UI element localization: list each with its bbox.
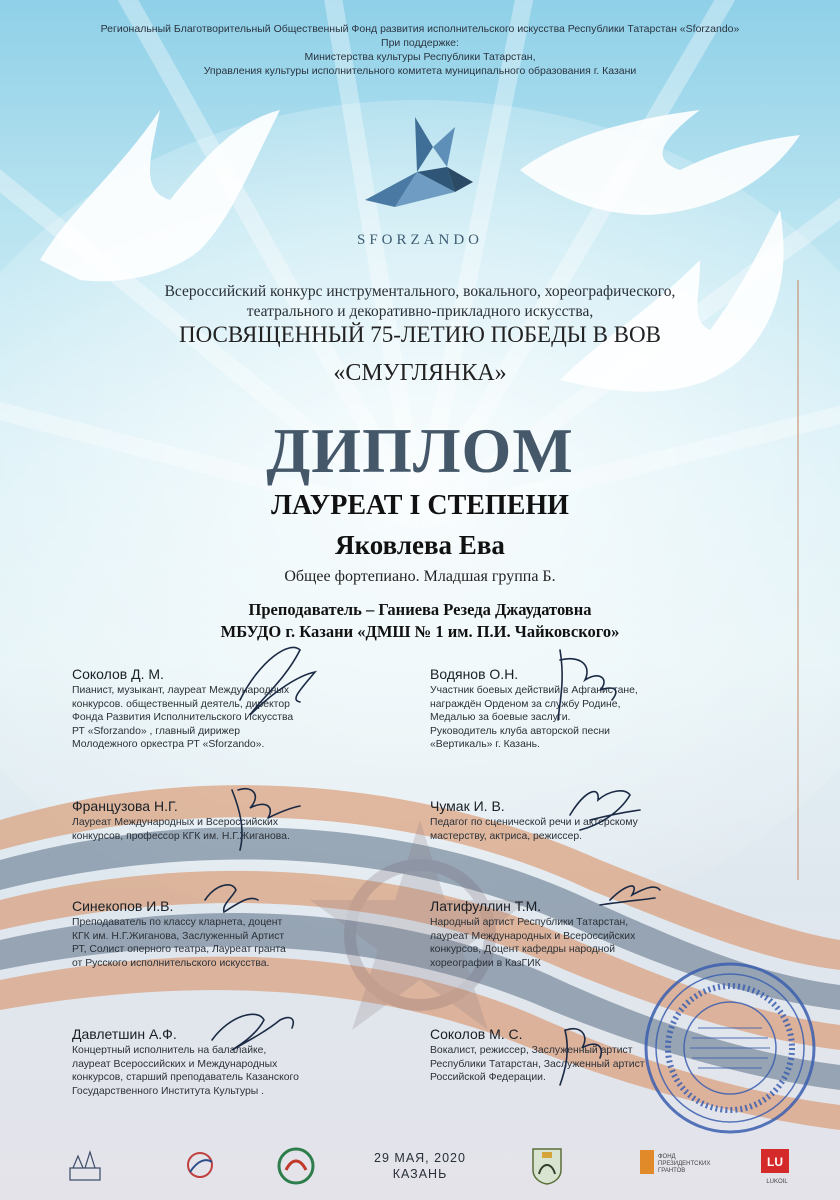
- jury-desc-line: Руководитель клуба авторской песни: [430, 725, 610, 737]
- jury-desc-line: Фонда Развития Исполнительского Искусства: [72, 712, 294, 723]
- jury-name: Давлетшин А.Ф.: [72, 1026, 177, 1042]
- signature-frantsuzova: [232, 789, 300, 850]
- issue-date: 29 МАЯ, 2020: [374, 1151, 466, 1165]
- jury-desc-line: Педагог по сценической речи и актерскому: [430, 817, 638, 828]
- teacher: Преподаватель – Ганиева Резеда Джаудатовна: [248, 600, 592, 619]
- signature-sinekopov: [205, 885, 258, 912]
- jury-desc-line: Лауреат Международных и Всероссийских: [72, 817, 279, 828]
- lukoil-icon: [760, 1148, 790, 1174]
- jury-desc-line: КГК им. Н.Г.Жиганова, Заслуженный Артист: [72, 930, 285, 942]
- jury-desc-line: Вокалист, режиссер, Заслуженный артист: [430, 1045, 633, 1056]
- jury-desc-line: хореографии в КазГИК: [430, 957, 541, 969]
- award-level: ЛАУРЕАТ I СТЕПЕНИ: [271, 490, 569, 521]
- presidential-grants-text: ФОНД ПРЕЗИДЕНТСКИХ ГРАНТОВ: [658, 1154, 711, 1174]
- header-support: При поддержке:: [381, 37, 459, 49]
- youth-sponsor-logo-icon: [178, 1150, 222, 1180]
- contest-title: «СМУГЛЯНКА»: [333, 360, 507, 386]
- jury-desc-line: Российской Федерации.: [430, 1072, 546, 1083]
- contest-dedication: ПОСВЯЩЕННЫЙ 75-ЛЕТИЮ ПОБЕДЫ В ВОВ: [179, 322, 661, 347]
- header-ministry: Министерства культуры Республики Татарстан,: [304, 51, 536, 63]
- jury-name: Водянов О.Н.: [430, 666, 519, 682]
- brand-name: SFORZANDO: [356, 232, 483, 248]
- header-administration: Управления культуры исполнительного комитета муниципального образования г. Казани: [203, 65, 637, 77]
- signature-latifullin: [600, 886, 660, 905]
- jury-desc-line: лауреат Всероссийских и Международных: [72, 1058, 278, 1070]
- signature-chumak: [570, 791, 640, 830]
- jury-desc-line: Государственного Института Культуры .: [72, 1085, 264, 1097]
- jury-desc-line: Пианист, музыкант, лауреат Международных: [72, 685, 290, 696]
- jury-name: Соколов М. С.: [430, 1026, 523, 1042]
- signature-sokolov-ms: [560, 1029, 601, 1085]
- jury-desc-line: конкурсов, Доцент кафедры народной: [430, 944, 616, 955]
- jury-desc-line: от Русского исполнительского искусства.: [72, 957, 270, 969]
- jury-desc-line: Народный артист Республики Татарстан,: [430, 917, 629, 928]
- recipient-name: Яковлева Ева: [335, 530, 505, 560]
- jury-name: Французова Н.Г.: [72, 798, 178, 814]
- jury-desc-line: конкурсов. общественный деятель, директор: [72, 698, 290, 710]
- jury-desc-line: Республики Татарстан, Заслуженный артист: [430, 1058, 645, 1070]
- jury-desc-line: Молодежного оркестра РТ «Sforzando».: [72, 739, 265, 750]
- jury-desc-line: Участник боевых действий в Афганистане,: [430, 685, 638, 696]
- jury-desc-line: «Вертикаль» г. Казань.: [430, 739, 540, 750]
- presidential-grants-logo: [640, 1150, 720, 1175]
- jury-name: Латифуллин Т.М.: [430, 898, 542, 914]
- tatarstan-logo-icon: [276, 1146, 316, 1186]
- signature-vodyanov: [558, 650, 616, 720]
- city-sponsor-logo-icon: [68, 1148, 102, 1184]
- lukoil-logo: [760, 1148, 794, 1186]
- jury-desc-line: РТ «Sforzando» , главный дирижер: [72, 725, 241, 737]
- jury-desc-line: Медалью за боевые заслуги.: [430, 712, 571, 723]
- contest-line-2: театрального и декоративно-прикладного искусства,: [246, 303, 594, 320]
- jury-desc-line: лауреат Международных и Всероссийских: [430, 930, 636, 942]
- kazan-coat-of-arms-icon: [530, 1146, 564, 1186]
- signature-davletshin: [212, 1014, 293, 1050]
- svg-text:LU: LU: [767, 1155, 783, 1169]
- jury-desc-line: конкурсов, старший преподаватель Казанского: [72, 1072, 299, 1083]
- jury-name: Синекопов И.В.: [72, 898, 174, 914]
- official-stamp-icon: [640, 958, 820, 1138]
- school: МБУДО г. Казани «ДМШ № 1 им. П.И. Чайковского»: [220, 622, 620, 641]
- issue-city: КАЗАНЬ: [392, 1167, 448, 1181]
- jury-desc-line: мастерству, актриса, режиссер.: [430, 830, 583, 842]
- jury-desc-line: РТ, Солист оперного театра, Лауреат гранта: [72, 944, 286, 955]
- contest-line-1: Всероссийский конкурс инструментального, вокального, хореографического,: [164, 283, 676, 300]
- signature-sokolov-dm: [240, 647, 315, 715]
- jury-name: Чумак И. В.: [430, 798, 505, 814]
- header-foundation: Региональный Благотворительный Общественный Фонд развития исполнительского искусства Республики Татарстан «Sforzando»: [100, 23, 740, 35]
- category: Общее фортепиано. Младшая группа Б.: [284, 568, 556, 585]
- jury-name: Соколов Д. М.: [72, 666, 164, 682]
- jury-desc-line: награждён Орденом за службу Родине,: [430, 698, 621, 710]
- presidential-grants-icon: [640, 1150, 654, 1174]
- jury-desc-line: Преподаватель по классу кларнета, доцент: [72, 917, 283, 928]
- diploma-heading: ДИПЛОМ: [266, 415, 574, 486]
- jury-desc-line: конкурсов, профессор КГК им. Н.Г.Жиганова.: [72, 830, 290, 842]
- lukoil-text: LUKOIL: [766, 1179, 788, 1185]
- jury-desc-line: Концертный исполнитель на балалайке,: [72, 1045, 267, 1056]
